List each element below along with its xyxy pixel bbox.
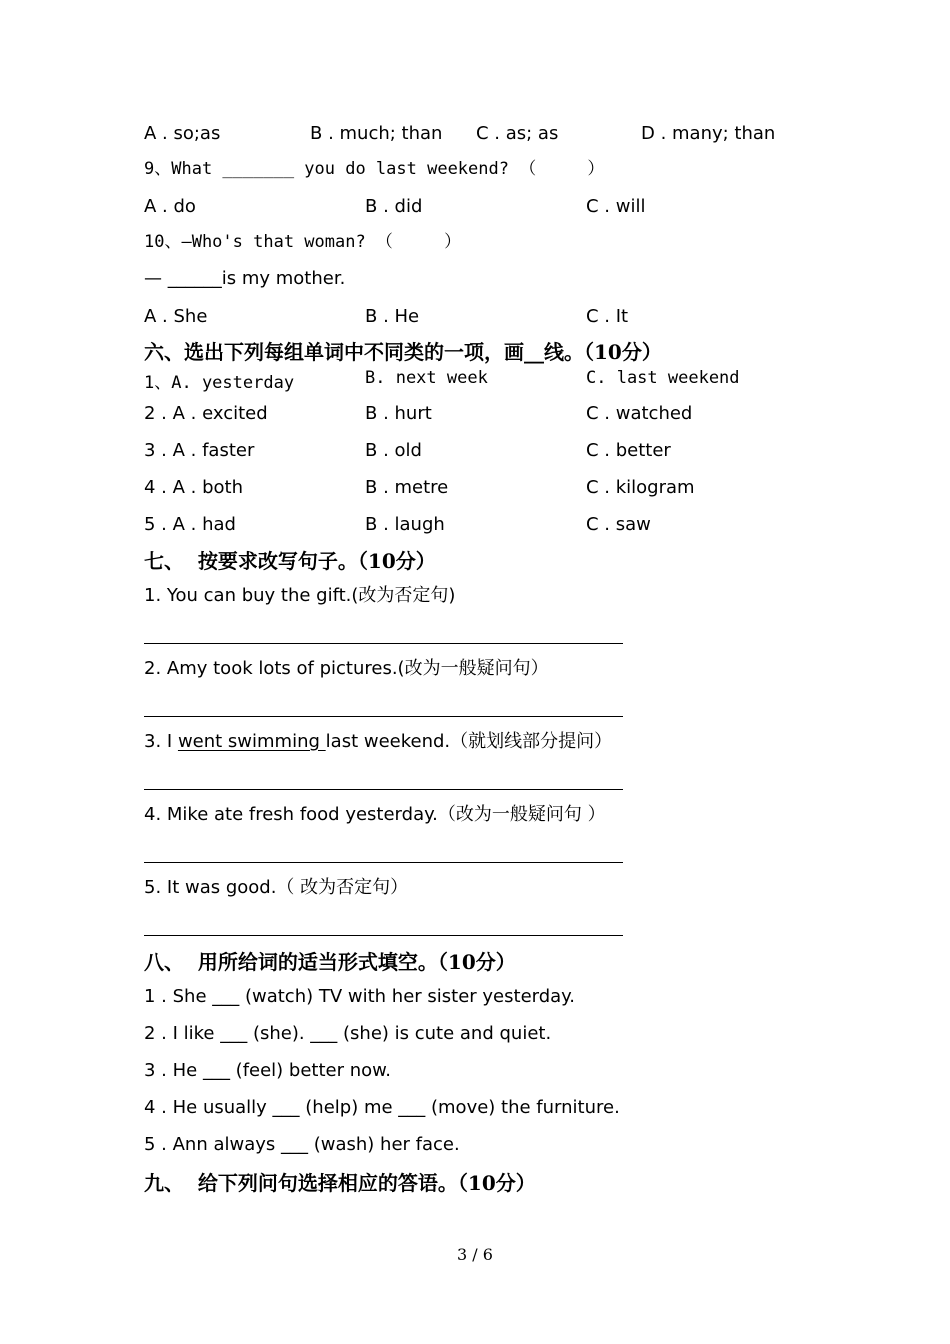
s6-r4-c: C . kilogram bbox=[586, 477, 695, 498]
answer-line-3 bbox=[144, 789, 623, 790]
section6-row-2 bbox=[144, 403, 844, 427]
s8-item-2: 2 . I like ___ (she). ___ (she) is cute and quiet. bbox=[144, 1023, 552, 1044]
q8-option-d: D . many; than bbox=[641, 123, 776, 144]
q10-option-b: B . He bbox=[365, 306, 420, 327]
s6-r1-c: C. last weekend bbox=[586, 368, 740, 388]
section6-row-5 bbox=[144, 514, 844, 538]
q10-stem: 10、—Who's that woman? （ ） bbox=[144, 232, 462, 252]
section6-row-4 bbox=[144, 477, 844, 501]
q9-option-c: C . will bbox=[586, 196, 646, 217]
s6-r3-b: B . old bbox=[365, 440, 422, 461]
q10-options bbox=[144, 306, 844, 330]
q10-line2: — ______is my mother. bbox=[144, 268, 346, 289]
s6-r3-c: C . better bbox=[586, 440, 671, 461]
section6-row-3 bbox=[144, 440, 844, 464]
q8-option-b: B . much; than bbox=[310, 123, 443, 144]
section8-title: 八、 用所给词的适当形式填空。（10分） bbox=[144, 950, 516, 974]
s8-item-3: 3 . He ___ (feel) better now. bbox=[144, 1060, 391, 1081]
s7-item-2: 2. Amy took lots of pictures.(改为一般疑问句） bbox=[144, 658, 549, 679]
s8-item-5: 5 . Ann always ___ (wash) her face. bbox=[144, 1134, 460, 1155]
s6-r2-c: C . watched bbox=[586, 403, 693, 424]
s6-r4-b: B . metre bbox=[365, 477, 449, 498]
s6-r3-a: 3 . A . faster bbox=[144, 440, 255, 461]
s6-r5-a: 5 . A . had bbox=[144, 514, 236, 535]
q8-options bbox=[144, 123, 844, 147]
page-number: 3 / 6 bbox=[457, 1245, 493, 1264]
q9-option-a: A . do bbox=[144, 196, 196, 217]
s8-item-1: 1 . She ___ (watch) TV with her sister yesterday. bbox=[144, 986, 575, 1007]
q10-option-c: C . It bbox=[586, 306, 629, 327]
q8-option-a: A . so;as bbox=[144, 123, 221, 144]
s7-item-3-underlined: went swimming bbox=[177, 731, 326, 752]
s7-item-4: 4. Mike ate fresh food yesterday.（改为一般疑问句 ） bbox=[144, 804, 606, 825]
s6-r5-b: B . laugh bbox=[365, 514, 445, 535]
s7-item-5: 5. It was good.（ 改为否定句） bbox=[144, 877, 409, 898]
q9-stem: 9、What _______ you do last weekend? （ ） bbox=[144, 159, 605, 179]
s7-item-1: 1. You can buy the gift.(改为否定句) bbox=[144, 585, 456, 606]
section9-title: 九、 给下列问句选择相应的答语。（10分） bbox=[144, 1171, 536, 1195]
s7-item-3-prefix: 3. I bbox=[144, 731, 178, 752]
answer-line-5 bbox=[144, 935, 623, 936]
q8-option-c: C . as; as bbox=[476, 123, 559, 144]
q10-option-a: A . She bbox=[144, 306, 208, 327]
s7-item-3 bbox=[144, 733, 612, 751]
q9-options bbox=[144, 196, 844, 220]
s6-r4-a: 4 . A . both bbox=[144, 477, 243, 498]
section6-row-1 bbox=[144, 368, 844, 392]
answer-line-1 bbox=[144, 643, 623, 644]
s7-item-3-suffix: last weekend.（就划线部分提问） bbox=[325, 731, 613, 752]
s6-r1-a: 1、A. yesterday bbox=[144, 373, 295, 393]
s6-r2-a: 2 . A . excited bbox=[144, 403, 268, 424]
s8-item-4: 4 . He usually ___ (help) me ___ (move) the furniture. bbox=[144, 1097, 620, 1118]
s6-r2-b: B . hurt bbox=[365, 403, 432, 424]
s6-r1-b: B. next week bbox=[365, 368, 488, 388]
section7-title: 七、 按要求改写句子。（10分） bbox=[144, 549, 436, 573]
answer-line-2 bbox=[144, 716, 623, 717]
s6-r5-c: C . saw bbox=[586, 514, 651, 535]
q9-option-b: B . did bbox=[365, 196, 423, 217]
section6-title: 六、选出下列每组单词中不同类的一项，画__线。（10分） bbox=[144, 340, 662, 364]
answer-line-4 bbox=[144, 862, 623, 863]
